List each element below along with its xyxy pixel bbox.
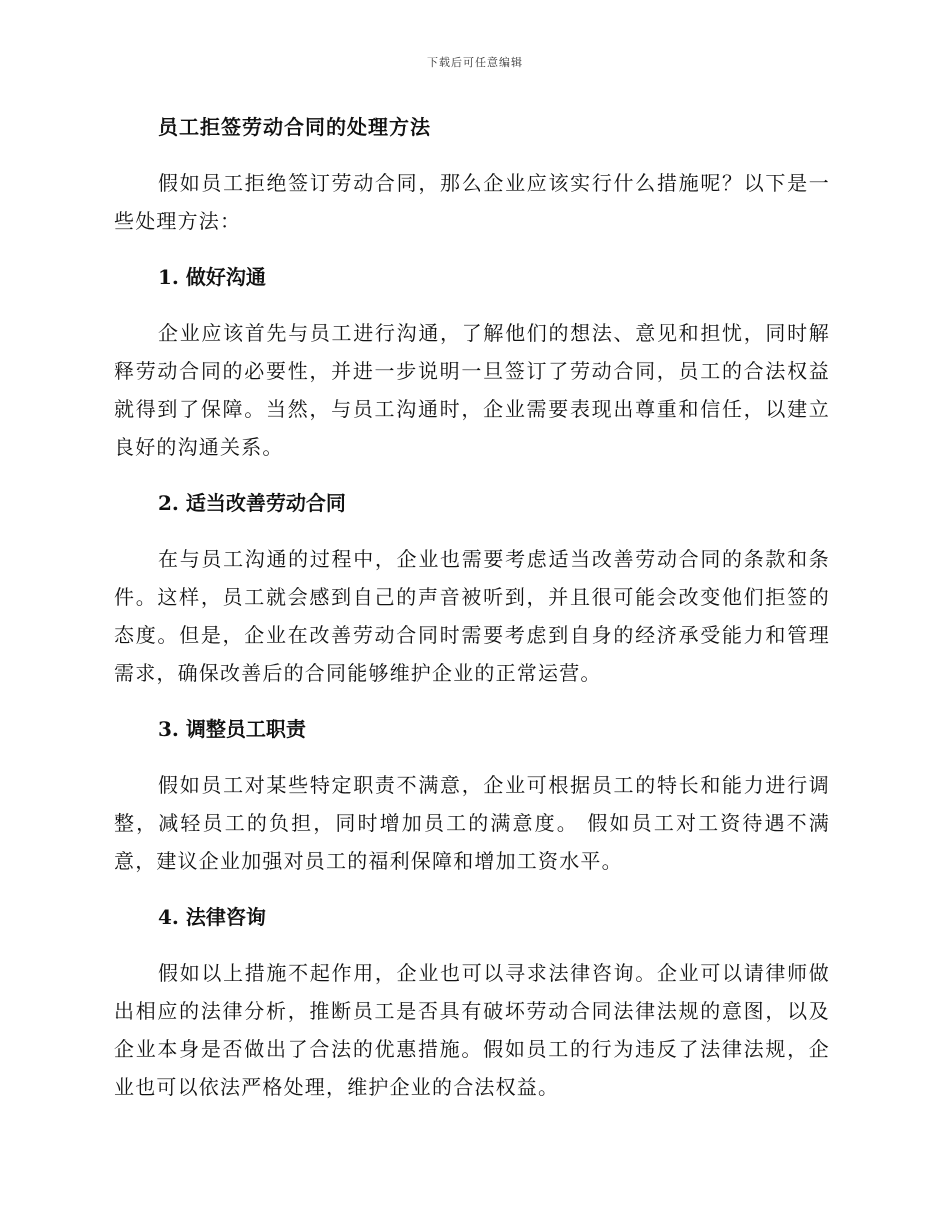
section-heading-1: 1. 做好沟通 [158,265,266,289]
section-heading-4: 4. 法律咨询 [158,905,266,929]
section-body-3: 假如员工对某些特定职责不满意，企业可根据员工的特长和能力进行调整，减轻员工的负担，同时增加员工的满意度。 假如员工对工资待遇不满意，建议企业加强对员工的福利保障和增加工资水平。 [114,773,830,873]
section-body-2: 在与员工沟通的过程中，企业也需要考虑适当改善劳动合同的条款和条件。这样，员工就会感到自己的声音被听到，并且很可能会改变他们拒签的态度。但是，企业在改善劳动合同时需要考虑到自身的经济承受能力和管理需求，确保改善后的合同能够维护企业的正常运营。 [114,547,830,685]
intro-paragraph: 假如员工拒绝签订劳动合同，那么企业应该实行什么措施呢？以下是一些处理方法： [114,171,830,233]
section-heading-2: 2. 适当改善劳动合同 [158,491,346,515]
document-body [114,110,830,1126]
page-title: 员工拒签劳动合同的处理方法 [158,115,431,139]
section-body-1: 企业应该首先与员工进行沟通，了解他们的想法、意见和担忧，同时解释劳动合同的必要性，并进一步说明一旦签订了劳动合同，员工的合法权益就得到了保障。当然，与员工沟通时，企业需要表现出尊重和信任，以建立良好的沟通关系。 [114,321,830,459]
header-note: 下载后可任意编辑 [427,56,523,69]
section-heading-3: 3. 调整员工职责 [158,717,306,741]
section-body-4: 假如以上措施不起作用，企业也可以寻求法律咨询。企业可以请律师做出相应的法律分析，推断员工是否具有破坏劳动合同法律法规的意图，以及企业本身是否做出了合法的优惠措施。假如员工的行为违反了法律法规，企业也可以依法严格处理，维护企业的合法权益。 [114,961,830,1099]
